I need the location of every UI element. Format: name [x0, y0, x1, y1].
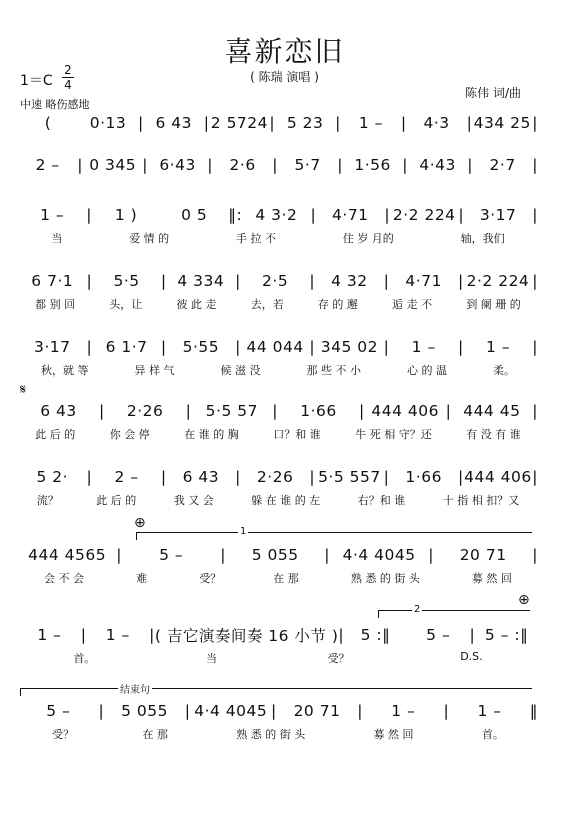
lyric-syllables: 首。 [73, 652, 96, 665]
measure: 2 – [35, 156, 60, 174]
lyric-syllables: 你 会 停 [109, 428, 150, 441]
lyric-syllables: 会 不 会 [44, 572, 85, 585]
measure: 4 3·2 [255, 206, 298, 224]
lyric-syllables: 在 那 [273, 572, 299, 585]
measure: 4 32 [331, 272, 368, 290]
measure: 4·3 [423, 114, 450, 132]
score-row-8 [18, 542, 538, 602]
lyrics-line [18, 180, 538, 198]
score-row-4 [18, 268, 538, 328]
volta-2-start [378, 610, 379, 618]
measure: 2·6 [229, 156, 256, 174]
lyric-syllables: 躲 在 谁 的 左 [251, 494, 321, 507]
bar-line: | [98, 402, 105, 420]
lyric-syllables: 此 后 的 [96, 494, 137, 507]
measure: 44 044 [246, 338, 304, 356]
lyric-syllables: 候 滋 没 [220, 364, 261, 377]
measure: 2·7 [489, 156, 516, 174]
bar-line: | [116, 546, 122, 564]
bar-line: | [86, 272, 93, 290]
measure: 2 – [114, 468, 139, 486]
bar-line: | [457, 468, 464, 486]
bar-line: | [98, 702, 105, 720]
lyric-syllables: 熟 悉 的 街 头 [350, 572, 420, 585]
measure: ( [44, 114, 52, 132]
measure: 1·66 [300, 402, 337, 420]
lyric-syllables: 到 阑 珊 的 [466, 298, 521, 311]
measure: 1 – [37, 626, 62, 644]
bar-line: | [383, 272, 390, 290]
lyric-syllables: 去，若 [250, 298, 284, 311]
measure: 0 345 [89, 156, 137, 174]
measure: 4·4 4045 [194, 702, 268, 720]
measure: 20 71 [459, 546, 507, 564]
score-row-10 [18, 698, 538, 758]
bar-line: | [184, 702, 191, 720]
volta-2-bracket [378, 610, 530, 611]
key-signature: 1＝C [20, 73, 53, 89]
bar-line: | [532, 114, 539, 132]
lyric-syllables: 流？ [36, 494, 59, 507]
bar-line: | [207, 156, 213, 174]
bar-line: | [309, 272, 316, 290]
bar-line: | [358, 402, 365, 420]
measure: 5 – [46, 702, 71, 720]
measure: 5·5 [113, 272, 140, 290]
measure: 1·56 [354, 156, 391, 174]
measure: 6 1·7 [105, 338, 148, 356]
measure: 2·26 [256, 468, 294, 486]
lyric-syllables: 受？ [327, 652, 350, 665]
lyric-syllables: 牛 死 相 守？还 [355, 428, 432, 441]
lyrics-line [18, 650, 538, 668]
coda-mark: ⊕ [134, 515, 146, 531]
bar-line: | [272, 156, 278, 174]
lyric-syllables: 募 然 回 [373, 728, 414, 741]
lyric-syllables: 当 [205, 652, 217, 665]
measure: 1 – [411, 338, 436, 356]
lyric-syllables: 在 那 [142, 728, 168, 741]
lyrics-line [18, 726, 538, 744]
measure: 4·43 [419, 156, 456, 174]
measure: 5 – [159, 546, 184, 564]
bar-line: | [142, 156, 148, 174]
measure: 4·4 4045 [342, 546, 416, 564]
measure: 3·17 [34, 338, 71, 356]
lyric-syllables: 受？ [52, 728, 75, 741]
bar-line: ‖ [529, 702, 539, 720]
measure: 2·2 224 [392, 206, 456, 224]
measure: 5 :‖ [360, 626, 391, 644]
time-signature-top: 2 [64, 63, 72, 77]
bar-line: | [310, 206, 317, 224]
lyric-syllables: 存 的 邂 [317, 298, 358, 311]
score-row-5 [18, 334, 538, 394]
measure: 6 43 [182, 468, 220, 486]
bar-line: | [445, 402, 452, 420]
lyrics-line [18, 362, 538, 380]
measure: 1 – [40, 206, 65, 224]
lyric-syllables: 住 岁 月的 [342, 232, 394, 245]
song-title: 喜新恋旧 [224, 35, 345, 68]
measure: 5·5 57 [205, 402, 258, 420]
measure: 1 – [391, 702, 416, 720]
bar-line: | [271, 702, 277, 720]
bar-line: | [235, 272, 241, 290]
bar-line: | [532, 468, 538, 486]
score-row-9 [18, 622, 538, 682]
lyric-syllables: 有 没 有 谁 [466, 428, 521, 441]
time-signature-bottom: 4 [64, 78, 72, 92]
notes-line [18, 334, 538, 360]
measure: 444 406 [464, 468, 532, 486]
bar-line: | [457, 272, 464, 290]
score-row-3 [18, 202, 538, 262]
tempo-marking: 中速 略伤感地 [20, 98, 90, 111]
lyrics-line [18, 296, 538, 314]
singer-credit: ( 陈瑞 演唱 ) [250, 70, 319, 84]
lyric-syllables: 熟 悉 的 街 头 [236, 728, 306, 741]
lyric-syllables: 逅 走 不 [392, 298, 433, 311]
measure: 4·71 [332, 206, 369, 224]
bar-line: | [80, 626, 87, 644]
segno-mark: 𝄋 [20, 382, 27, 398]
lyric-syllables: 那 些 不 小 [306, 364, 361, 377]
bar-line: | [457, 338, 464, 356]
bar-line: | [469, 626, 476, 644]
measure: 0·13 [89, 114, 127, 132]
measure: 5 055 [251, 546, 299, 564]
score-row-7 [18, 464, 538, 524]
lyric-syllables: 此 后 的 [35, 428, 76, 441]
volta-1-bracket [136, 532, 532, 533]
bar-line: | [235, 468, 241, 486]
lyric-syllables: 我 又 会 [173, 494, 214, 507]
measure: 5·55 [182, 338, 220, 356]
bar-line: | [467, 156, 473, 174]
bar-line: | [532, 272, 538, 290]
measure: 5·5 557 [318, 468, 381, 486]
lyric-syllables: 十 指 相 扣？又 [442, 494, 520, 507]
measure: 1 ) [114, 206, 138, 224]
lyric-syllables: D.S. [460, 650, 483, 663]
bar-line: | [532, 338, 538, 356]
bar-line: | [137, 114, 144, 132]
score-row-6 [18, 398, 538, 458]
measure: 1 – [105, 626, 130, 644]
volta-1-start [136, 532, 137, 540]
notes-line [18, 542, 538, 568]
lyric-syllables: 爱 情 的 [129, 232, 170, 245]
bar-line: | [338, 626, 345, 644]
measure: 5 – :‖ [484, 626, 529, 644]
bar-line: | [532, 206, 538, 224]
bar-line: | [443, 702, 450, 720]
notes-line [18, 268, 538, 294]
volta-2-number: 2 [414, 604, 421, 615]
bar-line: | [235, 338, 241, 356]
measure: 444 406 [371, 402, 439, 420]
lyric-syllables: 募 然 回 [471, 572, 512, 585]
measure: 0 5 [181, 206, 208, 224]
measure: 444 4565 [28, 546, 107, 564]
ending-label: 结束句 [118, 681, 152, 696]
lyric-syllables: 受？ [199, 572, 222, 585]
measure: 3·17 [479, 206, 517, 224]
measure: 6·43 [159, 156, 196, 174]
measure: ( 吉它演奏间奏 16 小节 ) [154, 627, 339, 645]
measure: 6 43 [155, 114, 192, 132]
ending-bracket [20, 688, 532, 689]
measure: 444 45 [463, 402, 521, 420]
bar-line: | [324, 546, 330, 564]
composer-credit: 陈伟 词/曲 [465, 86, 521, 100]
bar-line: | [220, 546, 226, 564]
measure: 2·26 [126, 402, 164, 420]
lyric-syllables: 心 的 温 [407, 364, 447, 377]
coda-mark-right: ⊕ [518, 592, 530, 608]
bar-line: | [402, 156, 408, 174]
measure: 1 – [485, 338, 510, 356]
lyric-syllables: 轴，我们 [460, 232, 505, 245]
bar-line: | [383, 338, 390, 356]
lyric-syllables: 异 样 气 [134, 364, 175, 377]
bar-line: | [400, 114, 407, 132]
bar-line: | [149, 626, 155, 644]
bar-line: | [86, 206, 92, 224]
lyric-syllables: 秋，就 等 [41, 364, 89, 377]
lyric-syllables: 在 谁 的 胸 [184, 428, 239, 441]
time-signature [62, 64, 74, 91]
notes-line [18, 152, 538, 178]
lyric-syllables: 头，让 [109, 298, 143, 311]
bar-line: | [203, 114, 210, 132]
lyric-syllables: 难 [136, 572, 148, 585]
measure: 5 2· [36, 468, 69, 486]
notes-line [18, 398, 538, 424]
measure: 6 43 [40, 402, 77, 420]
bar-line: | [309, 338, 316, 356]
bar-line: | [337, 156, 343, 174]
measure: 5·7 [294, 156, 321, 174]
lyric-syllables: 口？和 谁 [273, 428, 321, 441]
notes-line [18, 698, 538, 724]
bar-line: | [466, 114, 473, 132]
measure: 345 02 [320, 338, 379, 356]
lyric-syllables: 手 拉 不 [235, 232, 276, 245]
measure: 4·71 [405, 272, 442, 290]
bar-line: | [532, 402, 539, 420]
measure: 2·2 224 [466, 272, 530, 290]
measure: 5 – [426, 626, 451, 644]
bar-line: | [309, 468, 316, 486]
lyrics-line [18, 570, 538, 588]
bar-line: | [428, 546, 434, 564]
notes-line [18, 464, 538, 490]
bar-line: | [357, 702, 363, 720]
measure: 2 5724 [210, 114, 269, 132]
measure: 5 055 [121, 702, 168, 720]
lyric-syllables: 都 别 回 [35, 298, 76, 311]
bar-line: | [272, 402, 279, 420]
ending-start [20, 688, 21, 696]
measure: 1 – [358, 114, 383, 132]
lyrics-line [18, 426, 538, 444]
notes-line [18, 622, 538, 648]
measure: 2·5 [262, 272, 289, 290]
bar-line: | [335, 114, 341, 132]
bar-line: | [160, 468, 167, 486]
bar-line: | [185, 402, 192, 420]
measure: 5 23 [286, 114, 324, 132]
lyric-syllables: 首。 [481, 728, 504, 741]
bar-line: | [458, 206, 465, 224]
bar-line: | [532, 156, 538, 174]
measure: 1·66 [405, 468, 442, 486]
measure: 20 71 [293, 702, 341, 720]
bar-line: | [86, 338, 93, 356]
bar-line: | [269, 114, 276, 132]
lyric-syllables: 当 [51, 232, 63, 245]
volta-1-number: 1 [240, 526, 247, 537]
measure: 434 25 [473, 114, 531, 132]
bar-line: | [384, 206, 391, 224]
notes-line [18, 202, 538, 228]
measure: 6 7·1 [31, 272, 74, 290]
measure: 1 – [477, 702, 502, 720]
bar-line: | [86, 468, 93, 486]
notes-line [18, 110, 538, 136]
bar-line: | [160, 338, 167, 356]
measure: 4 334 [177, 272, 225, 290]
lyric-syllables: 右？和 谁 [357, 494, 406, 507]
lyric-syllables: 柔。 [493, 364, 515, 377]
bar-line: | [160, 272, 167, 290]
bar-line: | [532, 546, 538, 564]
lyric-syllables: 彼 此 走 [176, 298, 217, 311]
lyrics-line [18, 492, 538, 510]
bar-line: | [383, 468, 390, 486]
lyrics-line [18, 230, 538, 248]
bar-line: ‖: [228, 206, 243, 224]
bar-line: | [77, 156, 83, 174]
